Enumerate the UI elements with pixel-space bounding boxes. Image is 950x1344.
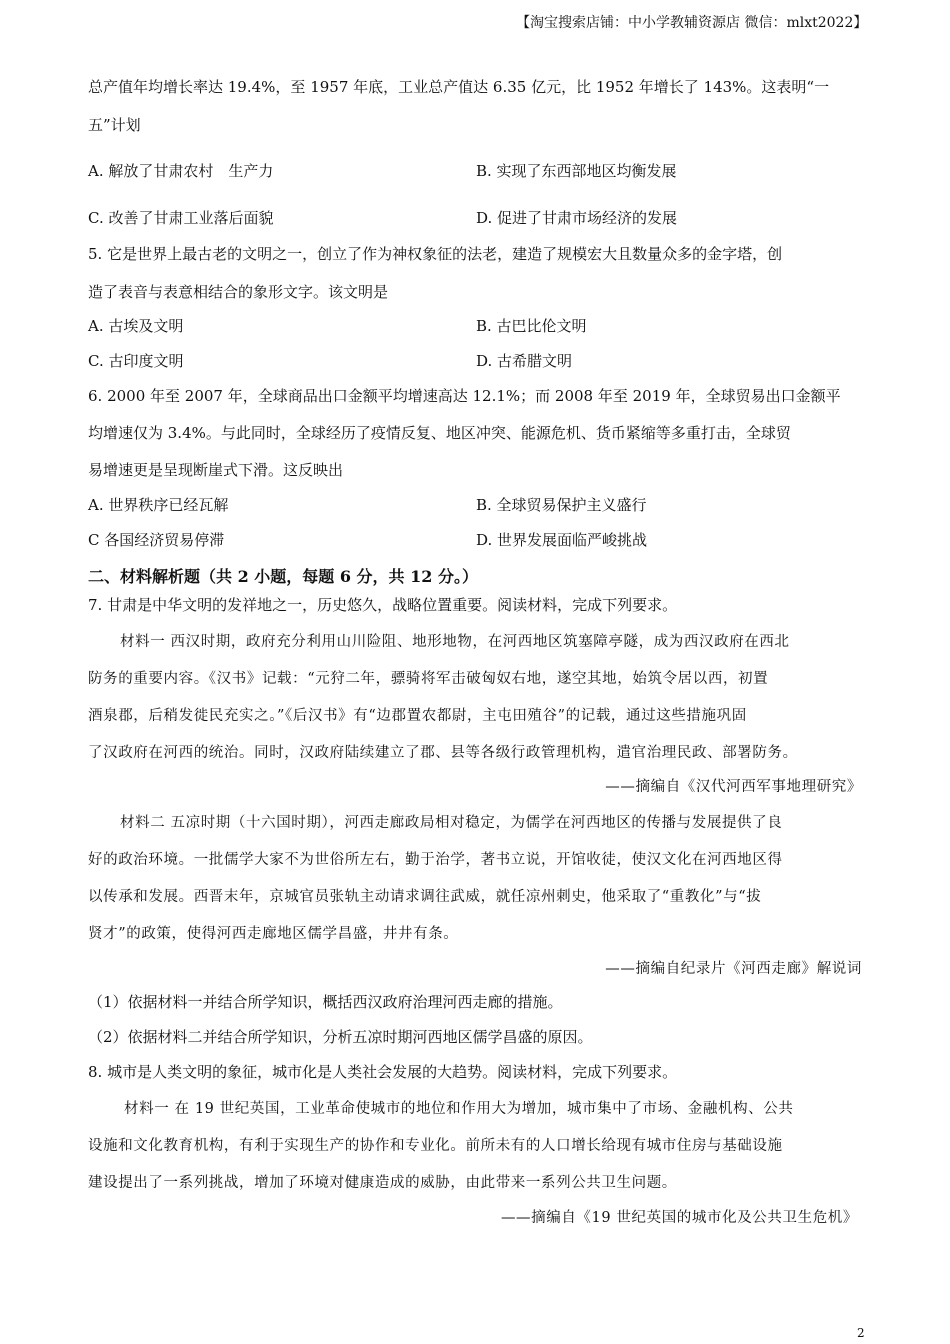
q6-option-a: A. 世界秩序已经瓦解 [88, 496, 229, 514]
q5-line1: 5. 它是世界上最古老的文明之一，创立了作为神权象征的法老，建造了规模宏大且数量众多的金字塔，创 [88, 245, 783, 263]
q6-option-b: B. 全球贸易保护主义盛行 [476, 496, 647, 514]
q6-option-d: D. 世界发展面临严峻挑战 [476, 531, 648, 549]
q4-option-a: A. 解放了甘肃农村 生产力 [88, 162, 274, 180]
q8-material1-line: 设施和文化教育机构，有利于实现生产的协作和专业化。前所未有的人口增长给现有城市住房与基础设施 [88, 1138, 783, 1154]
q4-option-b: B. 实现了东西部地区均衡发展 [476, 162, 677, 180]
q6-option-c: C 各国经济贸易停滞 [88, 531, 225, 549]
q7-material1-line: 酒泉郡，后稍发徙民充实之。”《后汉书》有“边郡置农都尉，主屯田殖谷”的记载，通过这些措施巩固 [88, 708, 747, 724]
q5-option-d: D. 古希腊文明 [476, 352, 573, 370]
q5-option-c: C. 古印度文明 [88, 352, 184, 370]
q8-stem: 8. 城市是人类文明的象征，城市化是人类社会发展的大趋势。阅读材料，完成下列要求。 [88, 1063, 678, 1081]
q7-material1-line: 防务的重要内容。《汉书》记载：“元狩二年，骠骑将军击破匈奴右地，遂空其地，始筑令居以西，初置 [88, 671, 769, 687]
q7-subquestion-2: （2）依据材料二并结合所学知识，分析五凉时期河西地区儒学昌盛的原因。 [88, 1028, 593, 1046]
q4-line2: 五”计划 [88, 116, 141, 134]
q7-material1-line: 材料一 西汉时期，政府充分利用山川险阻、地形地物，在河西地区筑塞障亭隧，成为西汉政府在西北 [120, 634, 790, 650]
q6-line1: 6. 2000 年至 2007 年，全球商品出口金额平均增速高达 12.1%；而 2008 年至 2019 年，全球贸易出口金额平 [88, 387, 841, 405]
page-header: 【淘宝搜索店铺：中小学教辅资源店 微信：mlxt2022】 [516, 15, 868, 31]
q7-material1-source: ——摘编自《汉代河西军事地理研究》 [605, 779, 862, 795]
q7-material2-line: 材料二 五凉时期（十六国时期），河西走廊政局相对稳定，为儒学在河西地区的传播与发展提供了良 [120, 815, 783, 831]
q5-option-a: A. 古埃及文明 [88, 317, 184, 335]
q4-line1: 总产值年均增长率达 19.4%，至 1957 年底，工业总产值达 6.35 亿元，比 1952 年增长了 143%。这表明“一 [88, 78, 830, 96]
q4-option-d: D. 促进了甘肃市场经济的发展 [476, 209, 678, 227]
q4-option-c: C. 改善了甘肃工业落后面貌 [88, 209, 274, 227]
q7-subquestion-1: （1）依据材料一并结合所学知识，概括西汉政府治理河西走廊的措施。 [88, 993, 563, 1011]
q7-stem: 7. 甘肃是中华文明的发祥地之一，历史悠久，战略位置重要。阅读材料，完成下列要求。 [88, 596, 678, 614]
page-number: 2 [857, 1326, 865, 1340]
q8-material1-line: 建设提出了一系列挑战，增加了环境对健康造成的威胁，由此带来一系列公共卫生问题。 [88, 1175, 677, 1191]
q6-line3: 易增速更是呈现断崖式下滑。这反映出 [88, 461, 344, 479]
section-heading: 二、材料解析题（共 2 小题，每题 6 分，共 12 分。） [88, 567, 478, 586]
q7-material2-line: 贤才”的政策，使得河西走廊地区儒学昌盛，井井有条。 [88, 926, 459, 942]
q5-option-b: B. 古巴比伦文明 [476, 317, 587, 335]
q7-material2-line: 好的政治环境。一批儒学大家不为世俗所左右，勤于治学，著书立说，开馆收徒，使汉文化在河西地区得 [88, 852, 783, 868]
q5-line2: 造了表音与表意相结合的象形文字。该文明是 [88, 283, 389, 301]
q7-material2-source: ——摘编自纪录片《河西走廊》解说词 [605, 961, 862, 977]
q8-material1-source: ——摘编自《19 世纪英国的城市化及公共卫生危机》 [500, 1210, 858, 1226]
q7-material1-line: 了汉政府在河西的统治。同时，汉政府陆续建立了郡、县等各级行政管理机构，遣官治理民政、部署防务。 [88, 745, 798, 761]
q6-line2: 均增速仅为 3.4%。与此同时，全球经历了疫情反复、地区冲突、能源危机、货币紧缩等多重打击，全球贸 [88, 424, 791, 442]
q7-material2-line: 以传承和发展。西晋末年，京城官员张轨主动请求调往武威，就任凉州刺史，他采取了“重教化”与“拔 [88, 889, 762, 905]
q8-material1-line: 材料一 在 19 世纪英国，工业革命使城市的地位和作用大为增加，城市集中了市场、金融机构、公共 [124, 1101, 794, 1117]
